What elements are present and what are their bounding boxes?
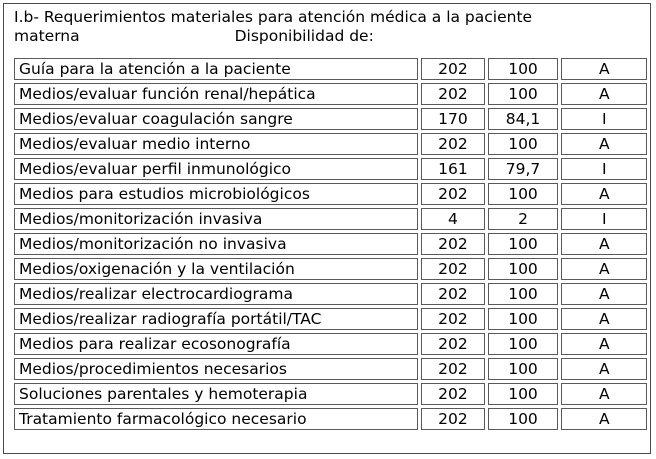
table-row: [14, 333, 647, 355]
row-label-cell: Medios para realizar ecosonografía: [14, 333, 418, 355]
row-category-cell: A: [561, 183, 647, 205]
row-category-cell: A: [561, 333, 647, 355]
table-row: [14, 58, 647, 80]
table-row: [14, 83, 647, 105]
row-percent-cell: 100: [488, 183, 559, 205]
table-row: [14, 383, 647, 405]
row-category-cell: I: [561, 208, 647, 230]
table-header: [14, 8, 646, 46]
row-count-cell: 202: [421, 358, 484, 380]
row-category-cell: A: [561, 258, 647, 280]
row-percent-cell: 100: [488, 308, 559, 330]
row-label-cell: Guía para la atención a la paciente: [14, 58, 418, 80]
table-row: [14, 358, 647, 380]
row-category-cell: A: [561, 233, 647, 255]
table-row: [14, 183, 647, 205]
row-count-cell: 202: [421, 233, 484, 255]
row-count-cell: 202: [421, 258, 484, 280]
row-percent-cell: 2: [488, 208, 559, 230]
table-row: [14, 233, 647, 255]
row-percent-cell: 79,7: [488, 158, 559, 180]
row-percent-cell: 100: [488, 333, 559, 355]
row-label-cell: Medios/evaluar perfil inmunológico: [14, 158, 418, 180]
row-category-cell: I: [561, 158, 647, 180]
row-label-cell: Medios/realizar electrocardiograma: [14, 283, 418, 305]
row-label-cell: Medios/evaluar coagulación sangre: [14, 108, 418, 130]
table-row: [14, 283, 647, 305]
row-count-cell: 202: [421, 133, 484, 155]
table-row: [14, 133, 647, 155]
row-percent-cell: 100: [488, 233, 559, 255]
requirements-table-body: [14, 58, 647, 430]
row-label-cell: Medios/monitorización invasiva: [14, 208, 418, 230]
row-label-cell: Medios/evaluar medio interno: [14, 133, 418, 155]
row-count-cell: 170: [421, 108, 484, 130]
table-row: [14, 108, 647, 130]
table-row: [14, 258, 647, 280]
table-subtitle: [14, 27, 646, 46]
row-percent-cell: 100: [488, 283, 559, 305]
row-count-cell: 202: [421, 83, 484, 105]
row-category-cell: A: [561, 383, 647, 405]
row-label-cell: Medios/procedimientos necesarios: [14, 358, 418, 380]
row-count-cell: 202: [421, 408, 484, 430]
row-label-cell: Medios/realizar radiografía portátil/TAC: [14, 308, 418, 330]
row-label-cell: Medios para estudios microbiológicos: [14, 183, 418, 205]
row-count-cell: 202: [421, 283, 484, 305]
table-title: I.b- Requerimientos materiales para atención médica a la paciente: [14, 8, 533, 26]
row-category-cell: A: [561, 83, 647, 105]
row-category-cell: A: [561, 58, 647, 80]
row-count-cell: 202: [421, 183, 484, 205]
row-count-cell: 161: [421, 158, 484, 180]
table-row: [14, 208, 647, 230]
row-category-cell: I: [561, 108, 647, 130]
row-percent-cell: 100: [488, 83, 559, 105]
row-percent-cell: 100: [488, 133, 559, 155]
row-percent-cell: 100: [488, 408, 559, 430]
requirements-table: [11, 55, 650, 433]
row-count-cell: 4: [421, 208, 484, 230]
subtitle-left: materna: [14, 27, 80, 45]
row-label-cell: Soluciones parentales y hemoterapia: [14, 383, 418, 405]
row-percent-cell: 84,1: [488, 108, 559, 130]
row-percent-cell: 100: [488, 58, 559, 80]
row-count-cell: 202: [421, 58, 484, 80]
row-percent-cell: 100: [488, 358, 559, 380]
row-label-cell: Medios/evaluar función renal/hepática: [14, 83, 418, 105]
row-label-cell: Medios/monitorización no invasiva: [14, 233, 418, 255]
table-row: [14, 158, 647, 180]
row-count-cell: 202: [421, 333, 484, 355]
row-category-cell: A: [561, 133, 647, 155]
table-row: [14, 308, 647, 330]
row-count-cell: 202: [421, 383, 484, 405]
row-category-cell: A: [561, 408, 647, 430]
row-label-cell: Tratamiento farmacológico necesario: [14, 408, 418, 430]
row-percent-cell: 100: [488, 258, 559, 280]
row-category-cell: A: [561, 283, 647, 305]
row-percent-cell: 100: [488, 383, 559, 405]
table-frame: [3, 3, 651, 454]
row-label-cell: Medios/oxigenación y la ventilación: [14, 258, 418, 280]
row-category-cell: A: [561, 358, 647, 380]
availability-label: Disponibilidad de:: [234, 27, 374, 45]
row-count-cell: 202: [421, 308, 484, 330]
row-category-cell: A: [561, 308, 647, 330]
table-row: [14, 408, 647, 430]
